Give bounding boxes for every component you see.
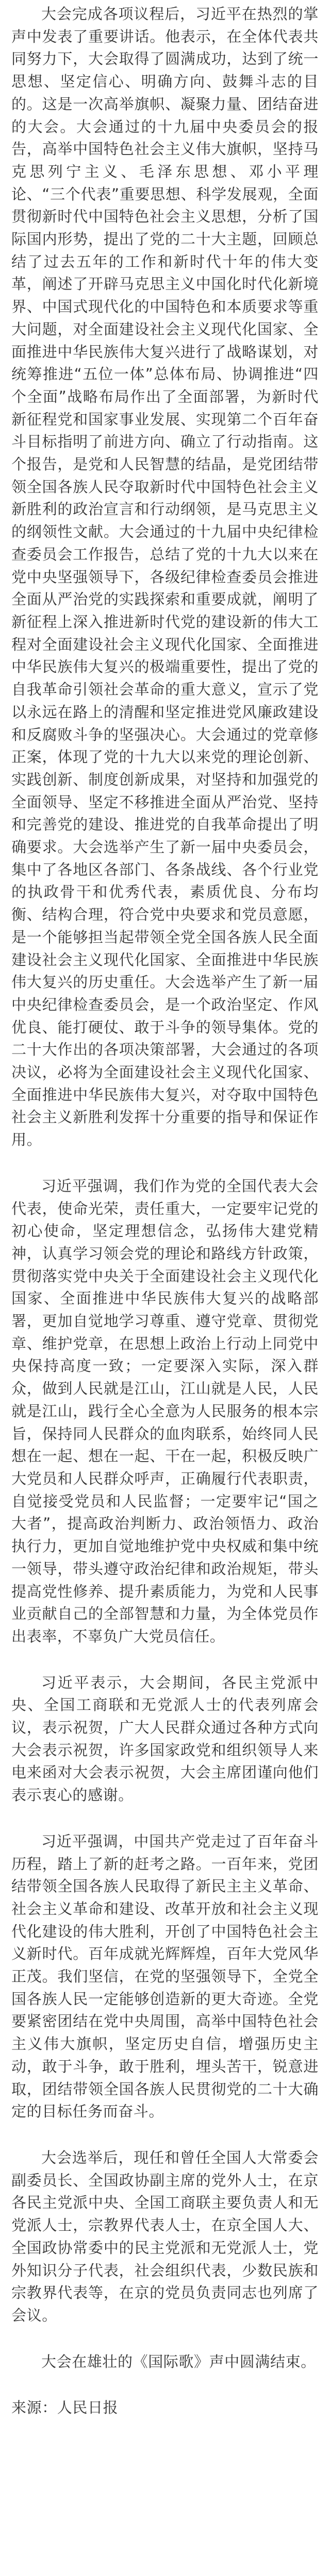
article-paragraph: 大会选举后，现任和曾任全国人大常委会副委员长、全国政协副主席的党外人士，在京各民主党派中央、全国工商联主要负责人和无党派人士，宗教界代表人士，在京全国人大、全国政协常委中的民主党派和无党派人士，党外知识分子代表，社会组织代表，少数民族和宗教界代表等，在京的党员负责同志也列席了会议。 — [11, 2148, 319, 2324]
article-paragraph: 习近平强调，中国共产党走过了百年奋斗历程，踏上了新的赶考之路。一百年来，党团结带领全国各族人民取得了新民主主义革命、社会主义革命和建设、改革开放和社会主义现代化建设的伟大胜利，开创了中国特色社会主义新时代。百年成就光辉辉煌，百年大党风华正茂。我们坚信，在党的坚强领导下，全党全国各族人民一定能够创造新的更大奇迹。全党要紧密团结在党中央周围，高举中国特色社会主义伟大旗帜，坚定历史自信，增强历史主动，敢于斗争，敢于胜利，埋头苦干，锐意进取，团结带领全国各族人民贯彻党的二十大确定的目标任务而奋斗。 — [11, 1832, 319, 2121]
article-paragraph: 习近平强调，我们作为党的全国代表大会代表，使命光荣，责任重大，一定要牢记党的初心使命，坚定理想信念，弘扬伟大建党精神，认真学习领会党的理论和路线方针政策，贯彻落实党中央关于全面建设社会主义现代化国家、全面推进中华民族伟大复兴的战略部署，更加自觉地学习尊重、遵守党章、贯彻党章、维护党章，在思想上政治上行动上同党中央保持高度一致；一定要深入实际，深入群众，做到人民就是江山，江山就是人民，人民就是江山，践行全心全意为人民服务的根本宗旨，保持同人民群众的血肉联系，始终同人民想在一起、想在一起、干在一起，积极反映广大党员和人民群众呼声，正确履行代表职责，自觉接受党员和人民监督；一定要牢记“国之大者”，提高政治判断力、政治领悟力、政治执行力，更加自觉地维护党中央权威和集中统一领导，带头遵守政治纪律和政治规矩，带头提高党性修养、提升素质能力，为党和人民事业贡献自己的全部智慧和力量，为全体党员作出表率，不辜负广大党员信任。 — [11, 1177, 319, 1645]
article-paragraph: 大会在雄壮的《国际歌》声中圆满结束。 — [41, 2352, 316, 2370]
article-paragraph: 大会完成各项议程后，习近平在热烈的掌声中发表了重要讲话。他表示，在全体代表共同努力下，大会取得了圆满成功，达到了统一思想、坚定信心、明确方向、鼓舞斗志的目的。这是一次高举旗帜、凝聚力量、团结奋进的大会。大会通过的十九届中央委员会的报告，高举中国特色社会主义伟大旗帜，坚持马克思列宁主义、毛泽东思想、邓小平理论、“三个代表”重要思想、科学发展观，全面贯彻新时代中国特色社会主义思想，分析了国际国内形势，提出了党的二十大主题，回顾总结了过去五年的工作和新时代十年的伟大变革，阐述了开辟马克思主义中国化时代化新境界、中国式现代化的中国特色和本质要求等重大问题，对全面建设社会主义现代化国家、全面推进中华民族伟大复兴进行了战略谋划，对统筹推进“五位一体”总体布局、协调推进“四个全面”战略布局作出了全面部署，为新时代新征程党和国家事业发展、实现第二个百年奋斗目标指明了前进方向、确立了行动指南。这个报告，是党和人民智慧的结晶，是党团结带领全国各族人民夺取新时代中国特色社会主义新胜利的政治宣言和行动纲领，是马克思主义的纲领性文献。大会通过的十九届中央纪律检查委员会工作报告，总结了党的十九大以来在党中央坚强领导下，各级纪律检查委员会推进全面从严治党的实践探索和重要成就，阐明了新征程上深入推进新时代党的建设新的伟大工程对全面建设社会主义现代化国家、全面推进中华民族伟大复兴的极端重要性，提出了党的自我革命引领社会革命的重大意义，宣示了党以永远在路上的清醒和坚定推进党风廉政建设和反腐败斗争的坚强决心。大会通过的党章修正案，体现了党的十九大以来党的理论创新、实践创新、制度创新成果，对坚持和加强党的全面领导、坚定不移推进全面从严治党、坚持和完善党的建设、推进党的自我革命提出了明确要求。大会选举产生了新一届中央委员会，集中了各地区各部门、各条战线、各个行业党的执政骨干和优秀代表，素质优良、分布均衡、结构合理，符合党中央要求和党员意愿，是一个能够担当起带领全党全国各族人民全面建设社会主义现代化国家、全面推进中华民族伟大复兴的历史重任。大会选举产生了新一届中央纪律检查委员会，是一个政治坚定、作风优良、能打硬仗、敢于斗争的领导集体。党的二十大作出的各项决策部署，大会通过的各项决议，必将为全面建设社会主义现代化国家、全面推进中华民族伟大复兴，对夺取中国特色社会主义新胜利发挥十分重要的指导和保证作用。 — [11, 5, 319, 1149]
article-source: 来源：人民日报 — [11, 2399, 119, 2417]
article-paragraph: 习近平表示，大会期间，各民主党派中央、全国工商联和无党派人士的代表列席会议，表示祝贺，广大人民群众通过各种方式向大会表示祝贺，许多国家政党和组织领导人来电来函对大会表示祝贺，大会主席团谨向他们表示衷心的感谢。 — [11, 1673, 319, 1804]
